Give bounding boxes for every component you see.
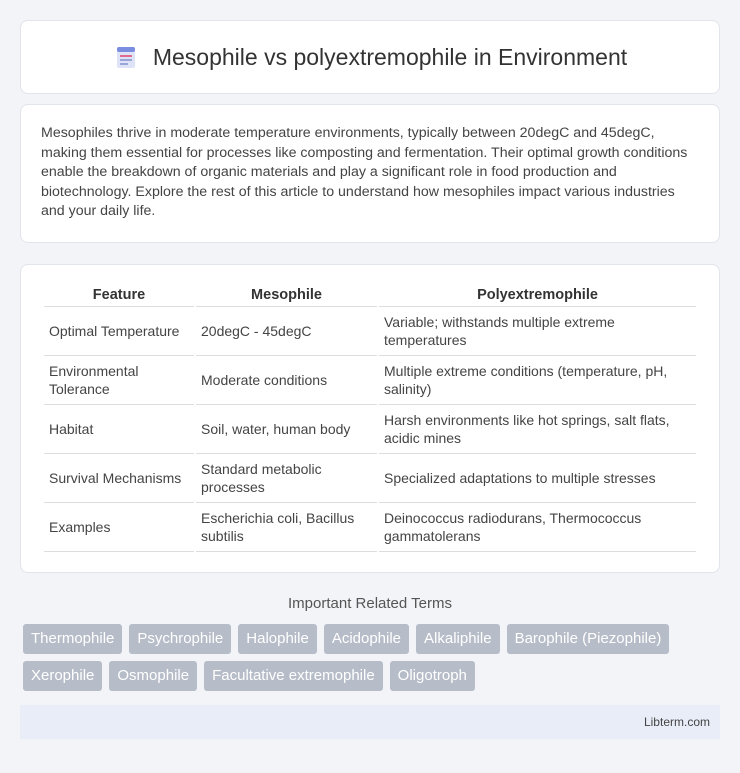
tag-xerophile[interactable]: Xerophile — [23, 661, 102, 691]
page-title: Mesophile vs polyextremophile in Environment — [152, 43, 628, 70]
table-row — [44, 356, 696, 405]
cell-polyextremophile: Variable; withstands multiple extreme temperatures — [379, 307, 696, 356]
cell-feature: Environmental Tolerance — [44, 356, 194, 405]
related-terms-title: Important Related Terms — [288, 594, 452, 612]
tag-alkaliphile[interactable]: Alkaliphile — [416, 624, 500, 654]
cell-feature: Survival Mechanisms — [44, 454, 194, 503]
tag-barophile[interactable]: Barophile (Piezophile) — [507, 624, 670, 654]
table-row — [44, 454, 696, 503]
table-row — [44, 503, 696, 552]
related-terms-tags — [20, 624, 720, 691]
cell-polyextremophile: Deinococcus radiodurans, Thermococcus gammatolerans — [379, 503, 696, 552]
header-mesophile: Mesophile — [196, 281, 377, 307]
related-terms-section — [20, 595, 720, 691]
cell-mesophile: Moderate conditions — [196, 356, 377, 405]
intro-card — [20, 104, 720, 243]
cell-feature: Habitat — [44, 405, 194, 454]
footer-brand[interactable]: Libterm.com — [643, 714, 710, 729]
tag-thermophile[interactable]: Thermophile — [23, 624, 122, 654]
document-icon — [113, 44, 139, 70]
title-card — [20, 20, 720, 94]
cell-feature: Optimal Temperature — [44, 307, 194, 356]
cell-polyextremophile: Multiple extreme conditions (temperature, pH, salinity) — [379, 356, 696, 405]
cell-mesophile: 20degC - 45degC — [196, 307, 377, 356]
tag-psychrophile[interactable]: Psychrophile — [129, 624, 231, 654]
cell-mesophile: Escherichia coli, Bacillus subtilis — [196, 503, 377, 552]
tag-acidophile[interactable]: Acidophile — [324, 624, 409, 654]
header-feature: Feature — [44, 281, 194, 307]
intro-text: Mesophiles thrive in moderate temperature environments, typically between 20degC and 45degC, making them essential for processes like composting and fermentation. Their optimal growth conditions enable the breakdown of organic materials and play a significant role in food production and biotechnology. Explore the rest of this article to understand how mesophiles impact various industries and your daily life. — [41, 125, 688, 219]
footer — [20, 705, 720, 739]
cell-mesophile: Soil, water, human body — [196, 405, 377, 454]
comparison-table-card — [20, 264, 720, 573]
comparison-table — [42, 281, 698, 552]
tag-facultative-extremophile[interactable]: Facultative extremophile — [204, 661, 383, 691]
table-row — [44, 405, 696, 454]
table-header-row — [44, 281, 696, 307]
cell-polyextremophile: Harsh environments like hot springs, salt flats, acidic mines — [379, 405, 696, 454]
table-row — [44, 307, 696, 356]
cell-mesophile: Standard metabolic processes — [196, 454, 377, 503]
tag-osmophile[interactable]: Osmophile — [109, 661, 197, 691]
header-polyextremophile: Polyextremophile — [379, 281, 696, 307]
tag-oligotroph[interactable]: Oligotroph — [390, 661, 475, 691]
cell-feature: Examples — [44, 503, 194, 552]
cell-polyextremophile: Specialized adaptations to multiple stresses — [379, 454, 696, 503]
tag-halophile[interactable]: Halophile — [238, 624, 317, 654]
